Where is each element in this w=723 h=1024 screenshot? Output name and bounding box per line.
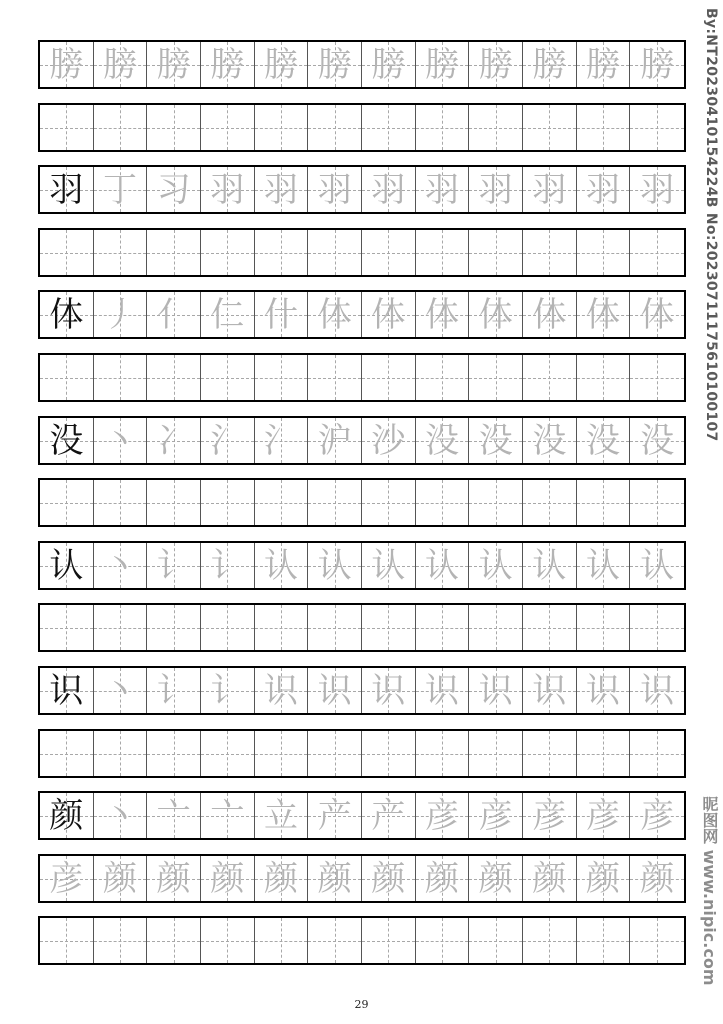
trace-character: 体	[640, 294, 675, 335]
character-row	[38, 666, 686, 715]
grid-cell[interactable]	[577, 668, 631, 713]
grid-cell[interactable]	[40, 230, 94, 275]
grid-cell[interactable]	[94, 355, 148, 400]
grid-cell[interactable]	[201, 42, 255, 87]
grid-cell[interactable]	[308, 105, 362, 150]
trace-character: 认	[317, 545, 352, 586]
trace-character: 认	[532, 545, 567, 586]
trace-character: 识	[586, 670, 621, 711]
grid-cell[interactable]	[40, 605, 94, 650]
grid-cell[interactable]	[362, 605, 416, 650]
watermark: 昵图网 www.nipic.com	[700, 796, 719, 986]
grid-cell[interactable]	[416, 418, 470, 463]
grid-cell[interactable]	[577, 856, 631, 901]
grid-cell[interactable]	[255, 230, 309, 275]
grid-cell[interactable]	[523, 480, 577, 525]
blank-practice-row	[38, 478, 686, 527]
grid-cell[interactable]	[201, 105, 255, 150]
grid-cell[interactable]	[94, 480, 148, 525]
trace-character: 颜	[425, 858, 460, 899]
grid-cell[interactable]	[40, 731, 94, 776]
grid-cell[interactable]	[94, 918, 148, 963]
grid-cell[interactable]	[630, 167, 684, 212]
trace-character: 亠	[156, 795, 191, 836]
grid-cell[interactable]	[94, 292, 148, 337]
grid-cell[interactable]	[255, 480, 309, 525]
trace-character: 膀	[478, 44, 513, 85]
grid-cell[interactable]	[40, 918, 94, 963]
grid-cell[interactable]	[147, 918, 201, 963]
trace-character: 膀	[425, 44, 460, 85]
grid-cell[interactable]	[308, 167, 362, 212]
trace-character: 膀	[371, 44, 406, 85]
grid-cell[interactable]	[469, 230, 523, 275]
model-character: 识	[49, 670, 84, 711]
trace-character: 认	[478, 545, 513, 586]
trace-character: 丶	[103, 420, 137, 461]
grid-cell[interactable]	[362, 292, 416, 337]
grid-cell[interactable]	[523, 856, 577, 901]
grid-cell[interactable]	[201, 731, 255, 776]
grid-cell[interactable]	[201, 292, 255, 337]
grid-cell[interactable]	[469, 105, 523, 150]
blank-practice-row	[38, 729, 686, 778]
grid-cell[interactable]	[40, 355, 94, 400]
grid-cell[interactable]	[255, 793, 309, 838]
trace-character: 膀	[156, 44, 191, 85]
page-number: 29	[354, 998, 369, 1011]
model-character: 没	[49, 420, 84, 461]
grid-cell[interactable]	[147, 418, 201, 463]
trace-character: 亠	[210, 795, 245, 836]
grid-cell[interactable]	[147, 480, 201, 525]
grid-cell[interactable]	[577, 105, 631, 150]
trace-character: 颜	[103, 858, 137, 899]
grid-cell[interactable]	[362, 42, 416, 87]
grid-cell[interactable]	[469, 731, 523, 776]
blank-practice-row	[38, 353, 686, 402]
grid-cell[interactable]	[147, 355, 201, 400]
grid-cell[interactable]	[308, 668, 362, 713]
grid-cell[interactable]	[469, 42, 523, 87]
grid-cell[interactable]	[255, 668, 309, 713]
grid-cell[interactable]	[147, 605, 201, 650]
grid-cell[interactable]	[147, 230, 201, 275]
grid-cell[interactable]	[362, 856, 416, 901]
grid-cell[interactable]	[577, 355, 631, 400]
grid-cell[interactable]	[630, 605, 684, 650]
grid-cell[interactable]	[255, 105, 309, 150]
trace-character: 膀	[317, 44, 352, 85]
grid-cell[interactable]	[94, 418, 148, 463]
trace-character: 讠	[156, 670, 191, 711]
grid-cell[interactable]	[201, 918, 255, 963]
grid-cell[interactable]	[255, 355, 309, 400]
grid-cell[interactable]	[577, 731, 631, 776]
grid-cell[interactable]	[255, 167, 309, 212]
grid-cell[interactable]	[416, 355, 470, 400]
trace-character: 讠	[156, 545, 191, 586]
trace-character: 丶	[103, 795, 137, 836]
trace-character: 膀	[210, 44, 245, 85]
grid-cell[interactable]	[147, 42, 201, 87]
grid-cell[interactable]	[308, 230, 362, 275]
trace-character: 认	[640, 545, 675, 586]
grid-cell[interactable]	[94, 105, 148, 150]
grid-cell[interactable]	[577, 167, 631, 212]
trace-character: 认	[264, 545, 299, 586]
grid-cell[interactable]	[255, 543, 309, 588]
grid-cell[interactable]	[469, 418, 523, 463]
trace-character: 彦	[586, 795, 621, 836]
trace-character: 识	[371, 670, 406, 711]
character-row	[38, 165, 686, 214]
grid-cell[interactable]	[469, 480, 523, 525]
grid-cell[interactable]	[255, 42, 309, 87]
grid-cell[interactable]	[523, 42, 577, 87]
trace-character: 膀	[532, 44, 567, 85]
grid-cell[interactable]	[308, 42, 362, 87]
trace-character: 羽	[317, 169, 352, 210]
trace-character: 体	[478, 294, 513, 335]
trace-character: 膀	[586, 44, 621, 85]
character-row	[38, 416, 686, 465]
grid-cell[interactable]	[469, 668, 523, 713]
grid-cell[interactable]	[147, 105, 201, 150]
trace-character: 颜	[210, 858, 245, 899]
trace-character: 讠	[210, 545, 245, 586]
grid-cell[interactable]	[523, 793, 577, 838]
grid-cell[interactable]	[308, 856, 362, 901]
grid-cell[interactable]	[201, 480, 255, 525]
grid-cell[interactable]	[40, 42, 94, 87]
grid-cell[interactable]	[308, 731, 362, 776]
grid-cell[interactable]	[308, 355, 362, 400]
grid-cell[interactable]	[630, 355, 684, 400]
grid-cell[interactable]	[147, 543, 201, 588]
character-row	[38, 40, 686, 89]
grid-cell[interactable]	[469, 292, 523, 337]
trace-character: 识	[317, 670, 352, 711]
grid-cell[interactable]	[255, 292, 309, 337]
grid-cell[interactable]	[577, 292, 631, 337]
grid-cell[interactable]	[40, 543, 94, 588]
grid-cell[interactable]	[201, 543, 255, 588]
grid-cell[interactable]	[577, 605, 631, 650]
grid-cell[interactable]	[362, 105, 416, 150]
grid-cell[interactable]	[469, 856, 523, 901]
trace-character: 没	[478, 420, 513, 461]
grid-cell[interactable]	[523, 731, 577, 776]
character-row	[38, 791, 686, 840]
grid-cell[interactable]	[40, 167, 94, 212]
grid-cell[interactable]	[523, 605, 577, 650]
grid-cell[interactable]	[630, 480, 684, 525]
trace-character: 彦	[49, 858, 84, 899]
trace-character: 认	[371, 545, 406, 586]
grid-cell[interactable]	[201, 668, 255, 713]
grid-cell[interactable]	[416, 668, 470, 713]
trace-character: 丿	[103, 294, 137, 335]
grid-cell[interactable]	[469, 918, 523, 963]
trace-character: 颜	[156, 858, 191, 899]
grid-cell[interactable]	[416, 292, 470, 337]
grid-cell[interactable]	[523, 292, 577, 337]
trace-character: 彦	[478, 795, 513, 836]
grid-cell[interactable]	[630, 918, 684, 963]
trace-character: 颜	[640, 858, 675, 899]
trace-character: 没	[425, 420, 460, 461]
grid-cell[interactable]	[201, 355, 255, 400]
model-character: 认	[49, 545, 84, 586]
grid-cell[interactable]	[201, 230, 255, 275]
grid-cell[interactable]	[40, 105, 94, 150]
trace-character: 体	[317, 294, 352, 335]
trace-character: 羽	[640, 169, 675, 210]
trace-character: 沙	[371, 420, 406, 461]
grid-cell[interactable]	[577, 918, 631, 963]
grid-cell[interactable]	[416, 543, 470, 588]
grid-cell[interactable]	[308, 918, 362, 963]
trace-character: 沪	[317, 420, 352, 461]
trace-character: 仁	[210, 294, 245, 335]
grid-cell[interactable]	[523, 543, 577, 588]
grid-cell[interactable]	[255, 731, 309, 776]
grid-cell[interactable]	[630, 418, 684, 463]
model-character: 羽	[49, 169, 84, 210]
trace-character: 彦	[425, 795, 460, 836]
model-character: 体	[49, 294, 84, 335]
grid-cell[interactable]	[201, 167, 255, 212]
grid-cell[interactable]	[201, 605, 255, 650]
grid-cell[interactable]	[630, 856, 684, 901]
grid-cell[interactable]	[94, 731, 148, 776]
character-row	[38, 541, 686, 590]
grid-cell[interactable]	[416, 793, 470, 838]
trace-character: 膀	[264, 44, 299, 85]
trace-character: 膀	[640, 44, 675, 85]
grid-cell[interactable]	[255, 918, 309, 963]
trace-character: 体	[425, 294, 460, 335]
trace-character: 膀	[49, 44, 84, 85]
grid-cell[interactable]	[308, 793, 362, 838]
grid-cell[interactable]	[416, 167, 470, 212]
grid-cell[interactable]	[94, 668, 148, 713]
trace-character: 羽	[371, 169, 406, 210]
grid-cell[interactable]	[416, 731, 470, 776]
grid-cell[interactable]	[577, 793, 631, 838]
trace-character: 颜	[478, 858, 513, 899]
grid-cell[interactable]	[201, 793, 255, 838]
grid-cell[interactable]	[147, 167, 201, 212]
grid-cell[interactable]	[523, 230, 577, 275]
grid-cell[interactable]	[147, 856, 201, 901]
grid-cell[interactable]	[94, 793, 148, 838]
grid-cell[interactable]	[147, 793, 201, 838]
grid-cell[interactable]	[94, 543, 148, 588]
grid-cell[interactable]	[630, 668, 684, 713]
trace-character: 颜	[264, 858, 299, 899]
grid-cell[interactable]	[630, 543, 684, 588]
trace-character: 体	[371, 294, 406, 335]
grid-cell[interactable]	[362, 731, 416, 776]
grid-cell[interactable]	[630, 292, 684, 337]
trace-character: 颜	[586, 858, 621, 899]
grid-cell[interactable]	[40, 480, 94, 525]
character-row	[38, 290, 686, 339]
trace-character: 认	[425, 545, 460, 586]
grid-cell[interactable]	[308, 543, 362, 588]
grid-cell[interactable]	[362, 668, 416, 713]
trace-character: 体	[586, 294, 621, 335]
grid-cell[interactable]	[469, 793, 523, 838]
grid-cell[interactable]	[308, 480, 362, 525]
trace-character: 颜	[532, 858, 567, 899]
trace-character: 产	[371, 795, 406, 836]
grid-cell[interactable]	[469, 167, 523, 212]
grid-cell[interactable]	[147, 731, 201, 776]
grid-cell[interactable]	[416, 480, 470, 525]
trace-character: 彦	[532, 795, 567, 836]
grid-cell[interactable]	[308, 418, 362, 463]
trace-character: 颜	[371, 858, 406, 899]
trace-character: 体	[532, 294, 567, 335]
trace-character: 羽	[586, 169, 621, 210]
grid-cell[interactable]	[362, 480, 416, 525]
grid-cell[interactable]	[40, 668, 94, 713]
trace-character: 没	[586, 420, 621, 461]
grid-cell[interactable]	[523, 418, 577, 463]
trace-character: 识	[264, 670, 299, 711]
grid-cell[interactable]	[201, 418, 255, 463]
grid-cell[interactable]	[469, 605, 523, 650]
grid-cell[interactable]	[201, 856, 255, 901]
model-character: 颜	[49, 795, 84, 836]
grid-cell[interactable]	[362, 167, 416, 212]
grid-cell[interactable]	[255, 418, 309, 463]
trace-character: 识	[532, 670, 567, 711]
trace-character: 羽	[264, 169, 299, 210]
grid-cell[interactable]	[416, 105, 470, 150]
grid-cell[interactable]	[362, 543, 416, 588]
grid-cell[interactable]	[577, 543, 631, 588]
grid-cell[interactable]	[94, 605, 148, 650]
trace-character: 颜	[317, 858, 352, 899]
grid-cell[interactable]	[523, 668, 577, 713]
grid-cell[interactable]	[416, 918, 470, 963]
grid-cell[interactable]	[630, 731, 684, 776]
trace-character: 没	[532, 420, 567, 461]
grid-cell[interactable]	[523, 918, 577, 963]
grid-cell[interactable]	[147, 292, 201, 337]
grid-cell[interactable]	[94, 42, 148, 87]
trace-character: 膀	[103, 44, 137, 85]
grid-cell[interactable]	[416, 856, 470, 901]
grid-cell[interactable]	[523, 355, 577, 400]
grid-cell[interactable]	[362, 793, 416, 838]
grid-cell[interactable]	[469, 355, 523, 400]
grid-cell[interactable]	[577, 230, 631, 275]
grid-cell[interactable]	[630, 793, 684, 838]
trace-character: 亻	[156, 294, 191, 335]
grid-cell[interactable]	[577, 418, 631, 463]
grid-cell[interactable]	[94, 167, 148, 212]
trace-character: 什	[264, 294, 299, 335]
character-row	[38, 854, 686, 903]
grid-cell[interactable]	[308, 605, 362, 650]
grid-cell[interactable]	[362, 230, 416, 275]
trace-character: 讠	[210, 670, 245, 711]
blank-practice-row	[38, 916, 686, 965]
grid-cell[interactable]	[577, 42, 631, 87]
trace-character: 彦	[640, 795, 675, 836]
trace-character: 冫	[156, 420, 191, 461]
grid-cell[interactable]	[630, 230, 684, 275]
grid-cell[interactable]	[40, 292, 94, 337]
grid-cell[interactable]	[40, 793, 94, 838]
grid-cell[interactable]	[416, 42, 470, 87]
trace-character: 丁	[103, 169, 137, 210]
trace-character: 羽	[425, 169, 460, 210]
trace-character: 没	[640, 420, 675, 461]
trace-character: 识	[425, 670, 460, 711]
grid-cell[interactable]	[523, 105, 577, 150]
grid-cell[interactable]	[577, 480, 631, 525]
side-serial-number: By:NT20230410154224B No:20230711175610100107	[703, 8, 719, 442]
blank-practice-row	[38, 103, 686, 152]
grid-cell[interactable]	[416, 605, 470, 650]
trace-character: 羽	[210, 169, 245, 210]
trace-character: 氵	[210, 420, 245, 461]
trace-character: 丶	[103, 545, 137, 586]
grid-cell[interactable]	[255, 605, 309, 650]
grid-cell[interactable]	[630, 42, 684, 87]
grid-cell[interactable]	[630, 105, 684, 150]
grid-cell[interactable]	[94, 856, 148, 901]
grid-cell[interactable]	[308, 292, 362, 337]
grid-cell[interactable]	[147, 668, 201, 713]
trace-character: 羽	[478, 169, 513, 210]
grid-cell[interactable]	[94, 230, 148, 275]
grid-cell[interactable]	[523, 167, 577, 212]
blank-practice-row	[38, 603, 686, 652]
trace-character: 认	[586, 545, 621, 586]
grid-cell[interactable]	[255, 856, 309, 901]
trace-character: 识	[478, 670, 513, 711]
trace-character: 识	[640, 670, 675, 711]
grid-cell[interactable]	[40, 856, 94, 901]
trace-character: 羽	[532, 169, 567, 210]
trace-character: 立	[264, 795, 299, 836]
trace-character: 丶	[103, 670, 137, 711]
trace-character: 产	[317, 795, 352, 836]
grid-cell[interactable]	[362, 355, 416, 400]
grid-cell[interactable]	[469, 543, 523, 588]
trace-character: 氵	[264, 420, 299, 461]
grid-cell[interactable]	[362, 418, 416, 463]
grid-cell[interactable]	[362, 918, 416, 963]
grid-cell[interactable]	[416, 230, 470, 275]
trace-character: 习	[156, 169, 191, 210]
blank-practice-row	[38, 228, 686, 277]
grid-cell[interactable]	[40, 418, 94, 463]
